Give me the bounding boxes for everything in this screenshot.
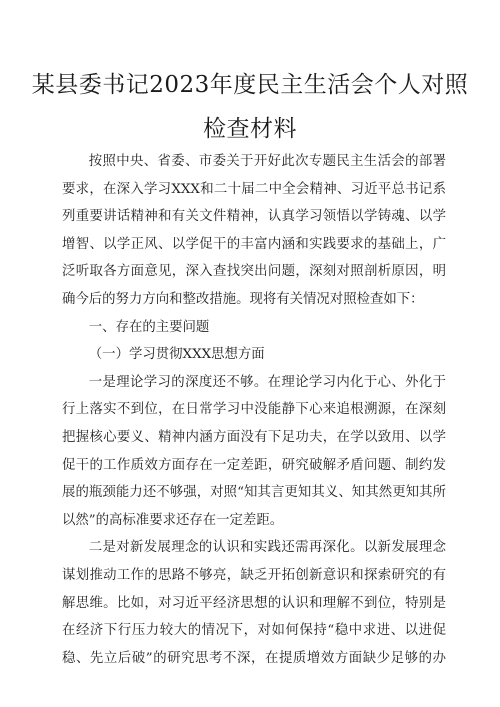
document-title-line-2: 检查材料 [203, 116, 297, 142]
point-one-paragraph: 一是理论学习的深度还不够。在理论学习内化于心、外化于行上落实不到位，在日常学习中没能静下心来追根溯源，在深刻把握核心要义、精神内涵方面没有下足功夫，在学以致用、以学促干的工作质效方面存在一定差距，研究破解矛盾问题、制约发展的瓶颈能力还不够强，对照“知其言更知其义、知其然更知其所以然”的高标准要求还存在一定差距。 [62, 374, 446, 528]
intro-paragraph: 按照中央、省委、市委关于开好此次专题民主生活会的部署要求，在深入学习XXX和二十届二中全会精神、习近平总书记系列重要讲话精神和有关文件精神，认真学习领悟以学铸魂、以学增智、以学正风、以学促干的丰富内涵和实践要求的基础上，广泛听取各方面意见，深入查找突出问题，深刻对照剖析原因，明确今后的努力方向和整改措施。现将有关情况对照检查如下： [62, 154, 446, 307]
point-two-paragraph: 二是对新发展理念的认识和实践还需再深化。以新发展理念谋划推动工作的思路不够亮，缺乏开拓创新意识和探索研究的有解思维。比如，对习近平经济思想的认识和理解不到位，特别是在经济下行压力较大的情况下，对如何保持“稳中求进、以进促稳、先立后破”的研究思考不深，在提质增效方面缺少足够的办 [62, 540, 446, 666]
document-title-line-1: 某县委书记2023年度民主生活会个人对照 [31, 72, 469, 98]
document-body [62, 148, 446, 672]
section-heading: 一、存在的主要问题 [88, 319, 210, 335]
subsection-heading: （一）学习贯彻XXX思想方面 [88, 347, 265, 363]
